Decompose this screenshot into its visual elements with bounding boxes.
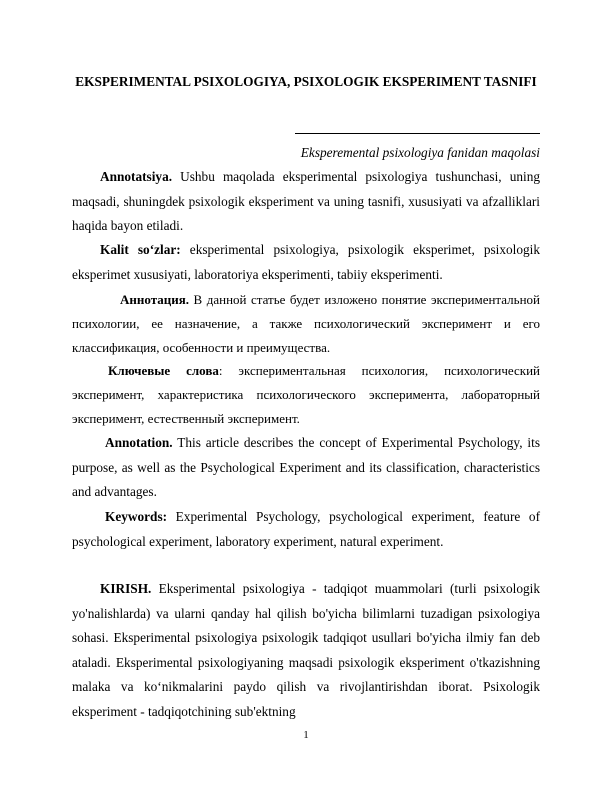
annotation-uz-label: Annotatsiya.: [100, 169, 173, 184]
keywords-uz-text: eksperimental psixologiya, psixologik eksperimet, psixologik eksperimet xususiyati, laboratoriya eksperimenti, tabiiy eksperimenti.: [72, 242, 540, 282]
keywords-en: [72, 505, 540, 554]
annotation-en-label: Annotation.: [105, 435, 173, 450]
annotation-ru: [72, 288, 540, 360]
article-title: EKSPERIMENTAL PSIXOLOGIYA, PSIXOLOGIK EKSPERIMENT TASNIFI: [75, 74, 537, 89]
keywords-ru: [72, 359, 540, 431]
intro-label: KIRISH.: [100, 581, 152, 596]
annotation-en: [72, 431, 540, 505]
title-divider: [295, 133, 540, 134]
page-number: 1: [303, 729, 309, 741]
keywords-ru-label: Ключевые слова: [108, 363, 219, 378]
intro-text: Eksperimental psixologiya - tadqiqot muammolari (turli psixologik yo'nalishlarda) va ularni qanday hal qilish bo'yicha bilimlarni tuzadigan psixologiya sohasi. Eksperimental psixologiya psixologik tadqiqot usullari bo'yicha ilmiy fan deb ataladi. Eksperimental psixologiyaning maqsadi psixologik eksperiment o'tkazishning malaka va ko‘nikmalarini paydo qilish va rivojlantirishdan iborat. Psixologik eksperiment - tadqiqotchining sub'ektning: [72, 581, 540, 719]
source-note: Eksperemental psixologiya fanidan maqolasi: [300, 145, 540, 160]
keywords-uz-label: Kalit so‘zlar:: [100, 242, 181, 257]
annotation-ru-text: В данной статье будет изложено понятие экспериментальной психологии, ее назначение, а также психологический эксперимент и его классификация, особенности и преимущества.: [72, 292, 540, 355]
keywords-ru-text: : экспериментальная психология, психологический эксперимент, характеристика психологического эксперимента, лабораторный эксперимент, естественный эксперимент.: [72, 363, 540, 426]
annotation-en-text: This article describes the concept of Experimental Psychology, its purpose, as well as the Psychological Experiment and its classification, characteristics and advantages.: [72, 435, 540, 499]
keywords-en-text: Experimental Psychology, psychological experiment, feature of psychological experiment, laboratory experiment, natural experiment.: [72, 509, 540, 549]
annotation-uz: [72, 165, 540, 239]
intro-paragraph: [72, 577, 540, 725]
keywords-en-label: Keywords:: [105, 509, 168, 524]
keywords-uz: [72, 238, 540, 287]
annotation-ru-label: Аннотация.: [120, 292, 190, 307]
annotation-uz-text: Ushbu maqolada eksperimental psixologiya tushunchasi, uning maqsadi, shuningdek psixologik eksperiment va uning tasnifi, xususiyati va afzalliklari haqida bayon etiladi.: [72, 169, 540, 233]
